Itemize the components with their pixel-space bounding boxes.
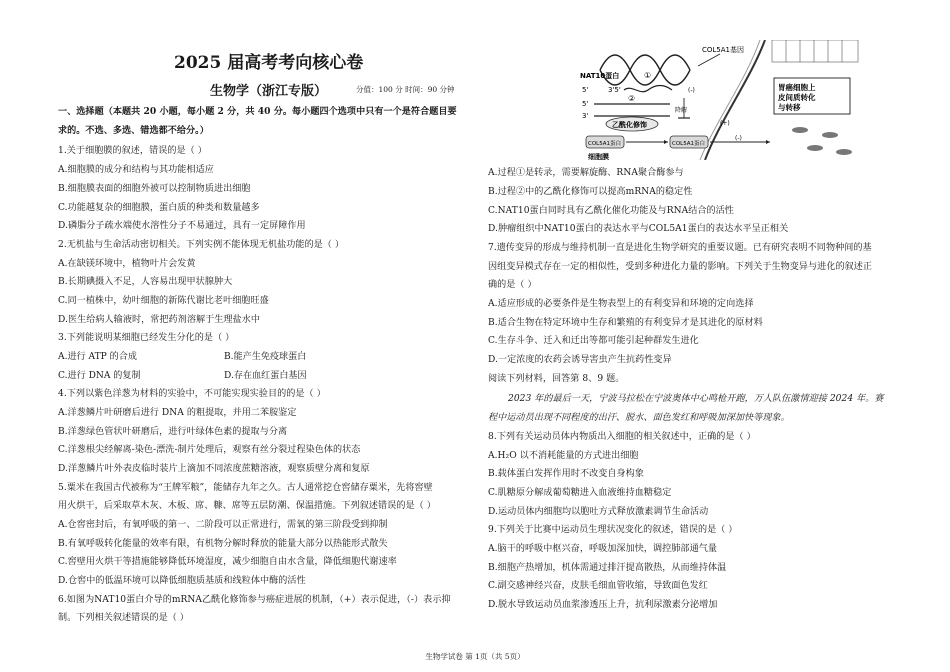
prime-label: 5' <box>582 86 589 94</box>
question-line: A.过程①是转录，需要解旋酶、RNA聚合酶参与 <box>488 168 684 178</box>
left-column <box>58 0 503 672</box>
mechanism-figure <box>580 40 860 160</box>
question-line: D.运动员体内细胞均以胞吐方式释放激素调节生命活动 <box>488 507 709 517</box>
question-line: 制。下列相关叙述错误的是（ ） <box>58 613 189 623</box>
question-line: C.NAT10蛋白同时具有乙酰化催化功能及与RNA结合的活性 <box>488 206 734 216</box>
box-right-label: COL5A1蛋白 <box>672 141 705 147</box>
prime-label: 3' <box>582 112 589 120</box>
degrade-label: 降解 <box>675 107 688 114</box>
question-line: A.细胞膜的成分和结构与其功能相适应 <box>58 165 214 175</box>
question-line: D.一定浓度的农药会诱导害虫产生抗药性变异 <box>488 355 672 365</box>
question-line: 5.粟米在我国古代被称为“王牌军粮”，能储存九年之久。古人通常挖仓窖储存粟米，先将窖壁 <box>58 483 433 493</box>
question-line: 1.关于细胞膜的叙述，错误的是（ ） <box>58 146 207 156</box>
question-line: D.洋葱鳞片叶外表皮临时装片上滴加不同浓度蔗糖溶液，观察质壁分离和复原 <box>58 464 370 474</box>
question-line: A.在缺镁环境中，植物叶片会发黄 <box>58 259 196 269</box>
section-intro-line1: 一、选择题（本题共 20 小题，每小题 2 分，共 40 分。每小题四个选项中只有一个是符合题目要 <box>58 106 457 117</box>
q3-option-b: B.能产生免疫球蛋白 <box>224 352 307 362</box>
question-line: D.肿瘤组织中NAT10蛋白的表达水平与COL5A1蛋白的表达水平呈正相关 <box>488 224 789 234</box>
question-line: B.载体蛋白发挥作用时不改变自身构象 <box>488 469 644 479</box>
question-line: 9.下列关于比赛中运动员生理状况变化的叙述，错误的是（ ） <box>488 525 738 535</box>
prime-label: 3'5' <box>608 86 621 94</box>
nat10-label: NAT10蛋白 <box>580 72 620 80</box>
box-left-label: COL5A1蛋白 <box>588 141 621 147</box>
passage-line1: 2023 年的最后一天，宁波马拉松在宁波奥体中心鸣枪开跑，万人队伍激情迎接 2024 年。赛 <box>508 394 884 404</box>
transfer-label-1: 胃癌细胞上 <box>778 83 816 92</box>
question-line: C.生存斗争、迁入和迁出等都可能引起种群发生进化 <box>488 336 699 346</box>
subject-title: 生物学（浙江专版） <box>210 84 328 99</box>
question-line: C.洋葱根尖经解离-染色-漂洗-制片处理后，观察有丝分裂过程染色体的状态 <box>58 445 361 455</box>
page-footer: 生物学试卷 第 1页（共 5页） <box>425 652 525 661</box>
question-line: A.仓窖密封后，有氧呼吸的第一、二阶段可以正常进行，需氧的第三阶段受到抑制 <box>58 520 388 530</box>
prime-label: 5' <box>582 100 589 108</box>
question-line: C.窖壁用火烘干等措施能够降低环境湿度，减少细胞自由水含量，降低细胞代谢速率 <box>58 557 397 567</box>
question-line: A.洋葱鳞片叶研磨后进行 DNA 的粗提取，并用二苯胺鉴定 <box>58 408 297 418</box>
question-line: C.同一植株中，幼叶细胞的新陈代谢比老叶细胞旺盛 <box>58 296 269 306</box>
question-line: 8.下列有关运动员体内物质出入细胞的相关叙述中，正确的是（ ） <box>488 432 756 442</box>
minus-sign: (-) <box>688 87 695 94</box>
question-line: A.H₂O 以不消耗能量的方式进出细胞 <box>488 451 639 461</box>
question-line: 4.下列以紫色洋葱为材料的实验中，不可能实现实验目的的是（ ） <box>58 389 326 399</box>
question-line: B.洋葱绿色管状叶研磨后，进行叶绿体色素的提取与分离 <box>58 427 288 437</box>
acetyl-label: 乙酰化修饰 <box>612 121 647 129</box>
question-line: C.副交感神经兴奋，皮肤毛细血管收缩，导致面色发红 <box>488 581 708 591</box>
question-line: 用火烘干，后采取草木灰、木板、席、糠、席等五层防潮、保温措施。下列叙述错误的是（ ） <box>58 501 436 511</box>
question-line: C.肌糖原分解成葡萄糖进入血液维持血糖稳定 <box>488 488 672 498</box>
exam-title: 2025 届高考考向核心卷 <box>174 53 364 73</box>
gene-label: COL5A1基因 <box>702 46 744 54</box>
question-line: B.长期碘摄入不足，人容易出现甲状腺肿大 <box>58 277 233 287</box>
question-line: A.适应形成的必要条件是生物表型上的有利变异和环境的定向选择 <box>488 299 754 309</box>
score-time: 分值：100 分 时间：90 分钟 <box>356 85 455 94</box>
question-line: 3.下列能说明某细胞已经发生分化的是（ ） <box>58 333 235 343</box>
question-line: B.有氧呼吸转化能量的效率有限，有机物分解时释放的能量大部分以热能形式散失 <box>58 539 388 549</box>
question-line: 确的是（ ） <box>488 280 537 290</box>
question-line: 因组变异模式存在一定的相似性，受到多种进化力量的影响。下列关于生物变异与进化的叙述正 <box>488 262 873 272</box>
question-line: B.过程②中的乙酰化修饰可以提高mRNA的稳定性 <box>488 187 693 197</box>
question-line: 阅读下列材料，回答第 8、9 题。 <box>488 374 625 384</box>
transfer-label-2: 皮间质转化 <box>778 93 816 102</box>
question-line: 7.遗传变异的形成与维持机制一直是进化生物学研究的重要议题。已有研究表明不同物种间的基 <box>488 243 872 253</box>
step2-label: ② <box>628 94 636 103</box>
passage-line2: 程中运动员出现不同程度的出汗、脱水、面色发红和呼吸加深加快等现象。 <box>488 413 790 423</box>
question-line: 2.无机盐与生命活动密切相关。下列实例不能体现无机盐功能的是（ ） <box>58 240 345 250</box>
question-line: A.脑干的呼吸中枢兴奋，呼吸加深加快，调控肺部通气量 <box>488 544 718 554</box>
q3-option-d: D.存在血红蛋白基因 <box>224 371 307 381</box>
q3-option-c: C.进行 DNA 的复制 <box>58 371 141 381</box>
membrane-label: 细胞膜 <box>588 153 609 160</box>
question-line: B.细胞产热增加，机体需通过排汗提高散热，从而维持体温 <box>488 563 727 573</box>
question-line: C.功能越复杂的细胞膜，蛋白质的种类和数量越多 <box>58 203 260 213</box>
minus-sign: (-) <box>735 135 742 142</box>
question-line: B.细胞膜表面的细胞外被可以控制物质进出细胞 <box>58 184 251 194</box>
step1-label: ① <box>644 71 652 80</box>
question-line: D.脱水导致运动员血浆渗透压上升，抗利尿激素分泌增加 <box>488 600 718 610</box>
transfer-label-3: 与转移 <box>778 103 801 112</box>
q3-option-a: A.进行 ATP 的合成 <box>58 352 137 362</box>
question-line: 6.如图为NAT10蛋白介导的mRNA乙酰化修饰参与癌症进展的机制，（+）表示促进，（-）表示抑 <box>58 595 451 605</box>
right-column <box>488 0 933 672</box>
question-line: D.医生给病人输液时，常把药剂溶解于生理盐水中 <box>58 315 260 325</box>
question-line: B.适合生物在特定环境中生存和繁殖的有利变异才是其进化的原材料 <box>488 318 763 328</box>
section-intro-line2: 求的。不选、多选、错选都不给分。） <box>58 125 209 136</box>
plus-sign: (+) <box>720 120 730 127</box>
question-line: D.磷脂分子疏水端使水溶性分子不易通过，具有一定屏障作用 <box>58 221 306 231</box>
question-line: D.仓窖中的低温环境可以降低细胞质基质和线粒体中酶的活性 <box>58 576 306 586</box>
